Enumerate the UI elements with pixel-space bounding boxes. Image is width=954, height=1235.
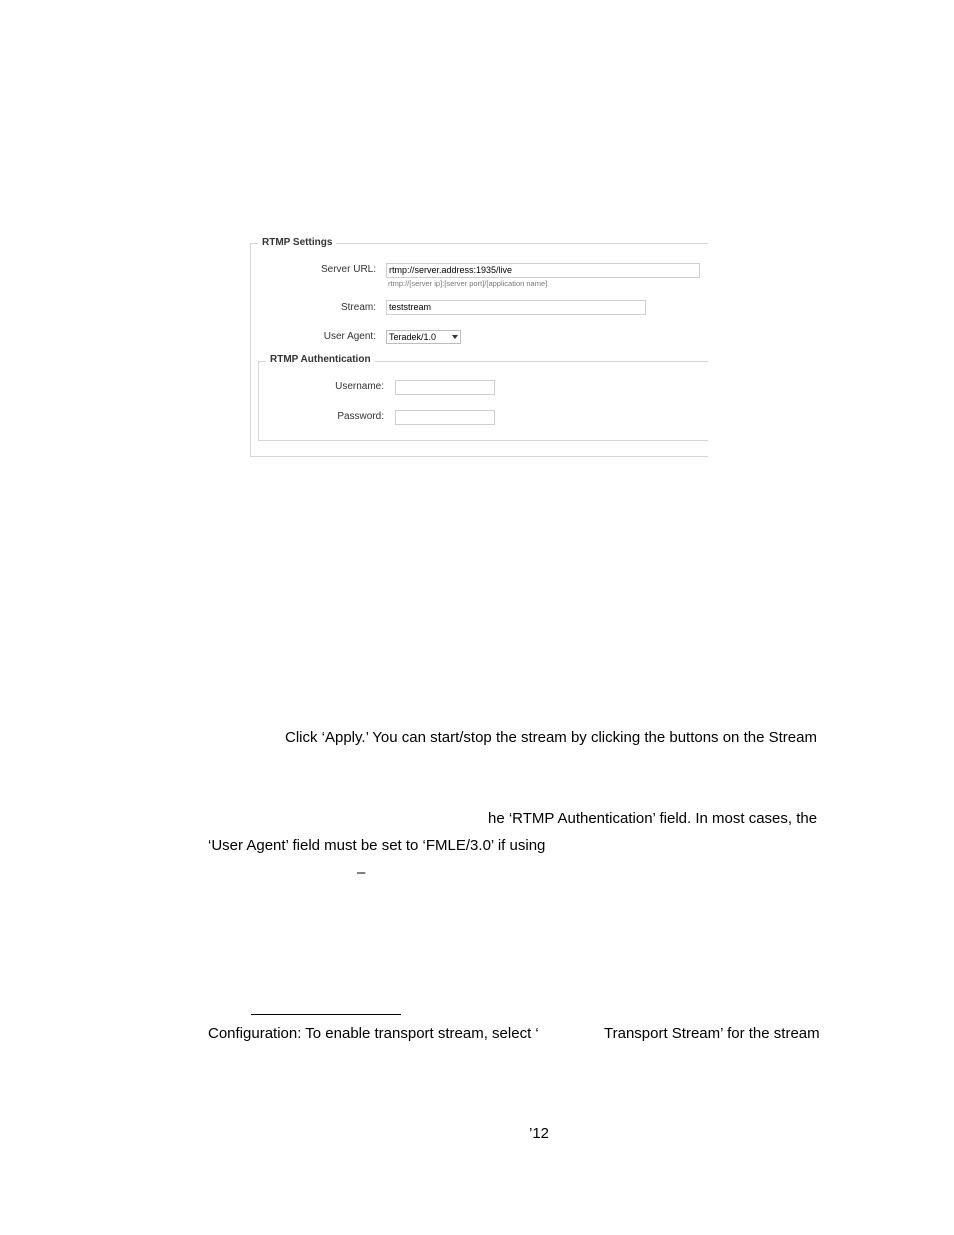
user-agent-label: User Agent: bbox=[323, 331, 376, 342]
user-agent-selected-value: Teradek/1.0 bbox=[389, 332, 437, 342]
server-url-input[interactable]: rtmp://server.address:1935/live bbox=[386, 263, 700, 278]
body-line-transport-left: Configuration: To enable transport stream, select ‘ bbox=[208, 1025, 539, 1042]
username-label: Username: bbox=[335, 381, 384, 392]
chevron-down-icon bbox=[452, 335, 458, 339]
stream-label: Stream: bbox=[340, 302, 376, 313]
password-input[interactable] bbox=[395, 410, 495, 425]
body-line-transport-right: Transport Stream’ for the stream bbox=[604, 1025, 820, 1042]
rtmp-authentication-legend: RTMP Authentication bbox=[266, 354, 375, 366]
stream-input[interactable]: teststream bbox=[386, 300, 646, 315]
rtmp-authentication-fieldset bbox=[258, 361, 708, 441]
rtmp-settings-panel bbox=[250, 234, 708, 458]
body-dash: – bbox=[357, 864, 366, 881]
footnote-rule bbox=[251, 1014, 401, 1015]
body-line-authentication: he ‘RTMP Authentication’ field. In most cases, the bbox=[488, 810, 818, 827]
body-line-user-agent: ‘User Agent’ field must be set to ‘FMLE/3.0’ if using bbox=[208, 837, 546, 854]
server-url-hint: rtmp://[server ip]:[server port]/[application name] bbox=[388, 279, 548, 288]
username-input[interactable] bbox=[395, 380, 495, 395]
body-line-apply: Click ‘Apply.’ You can start/stop the stream by clicking the buttons on the Stream bbox=[285, 729, 817, 746]
user-agent-select[interactable] bbox=[386, 330, 461, 344]
server-url-label: Server URL: bbox=[320, 264, 376, 275]
rtmp-settings-legend: RTMP Settings bbox=[258, 237, 336, 249]
page-number: ’12 bbox=[529, 1125, 550, 1142]
password-label: Password: bbox=[337, 411, 384, 422]
